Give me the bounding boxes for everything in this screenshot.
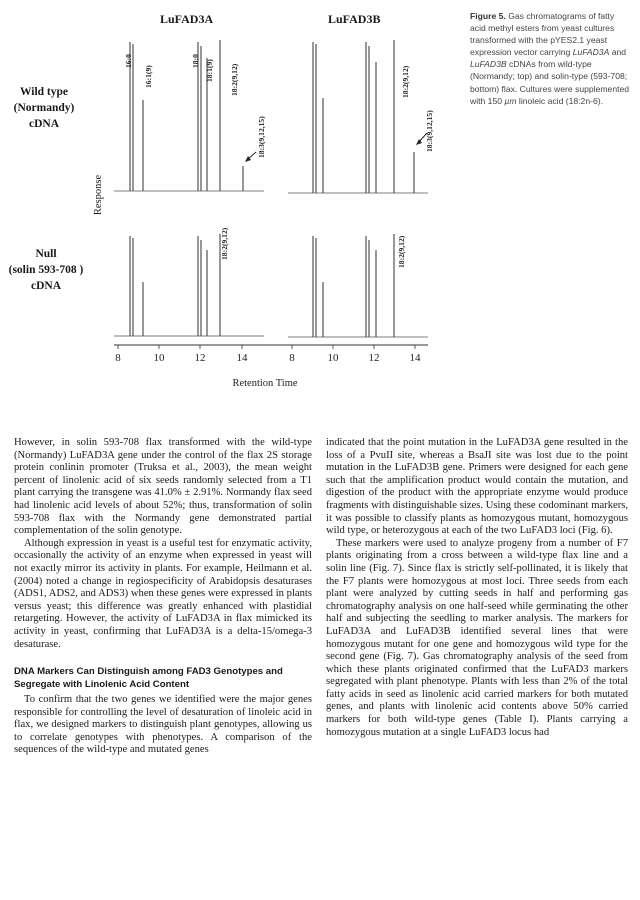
- x-axis-label: Retention Time: [232, 378, 298, 389]
- paragraph: These markers were used to analyze progeny from a number of F7 plants originating from a cross between a wild-type flax line and a solin line (Fig. 7). Since flax is strictly self-pollinated, it is likely that the F7 plants were homozygous at most loci. Three seeds from each plant were analyzed by cutting seeds in half and performing gas chromatography analysis on one half-seed while germinating the other half and subjecting the seedling to marker analysis. The markers for LuFAD3A and LuFAD3B identified several lines that were homozygous mutant for one gene and homozygous wild type for the second gene (Fig. 7). Gas chromatography analysis of the seed from which these plants originated confirmed that the LuFAD3 markers segregated with plant phenotype. Plants with less than 2% of the total fatty acids in seed as linolenic acid carried markers for both mutated genes, and plants with linolenic acid contents above 50% carried markers for both wild-type genes (Table I). Plants carrying a homozygous mutation at a single LuFAD3 locus had: [326, 537, 628, 738]
- figure-number: Figure 5.: [470, 11, 506, 21]
- paragraph: Although expression in yeast is a useful test for enzymatic activity, occasionally the activity of an enzyme when expressed in yeast will not exactly mirror its activity in plants. For example, Heilmann et al. (2004) noted a change in regiospecificity of Arabidopsis desaturases (ADS1, ADS2, and ADS3) when these genes were expressed in plants versus yeast; this difference was greatly enhanced with plastidial retargeting. However, the activity of LuFAD3A in flax mimicked its activity in yeast, confirming that LuFAD3A is a delta-15/omega-3 desaturase.: [14, 537, 312, 650]
- figure-5: [0, 0, 640, 420]
- caption-text: and: [609, 47, 627, 58]
- x-tick-label: 10: [153, 352, 165, 364]
- x-tick-label: 14: [236, 352, 248, 364]
- x-tick-label: 10: [327, 352, 339, 364]
- caption-gene: LuFAD3A: [572, 47, 610, 58]
- figure-caption: [470, 10, 632, 107]
- peak-label: 16:0: [124, 54, 133, 68]
- paragraph: indicated that the point mutation in the LuFAD3A gene resulted in the loss of a PvuII site, whereas a BsaJI site was lost due to the point mutation in the LuFAD3B gene. Primers were designed for each gene such that the amplification product would contain the mutation, and digestion of the product with the appropriate enzyme would produce fragments with distinguishable sizes. Using these codominant markers, it was possible to classify plants as homozygous mutant, homozygous wild type, or heterozygous at each of the two LuFAD3 loci (Fig. 6).: [326, 437, 628, 537]
- paragraph: However, in solin 593-708 flax transformed with the wild-type (Normandy) LuFAD3A gene under the control of the flax 2S storage protein conlinin promoter (Truksa et al., 2003), the mean weight percent of linolenic acid of six seeds randomly selected from a T1 plant carrying the transgene was 41.0% ± 2.91%. Normandy flax seed had linolenic acid levels of about 52%; thus, transformation of solin 593-708 flax with the Normandy gene demonstrated partial complementation of the solin genotype.: [14, 437, 312, 537]
- row-label-line: Wild type: [19, 86, 69, 98]
- caption-text: linoleic acid (18:2n-6).: [516, 95, 603, 106]
- caption-text: Gas chromatograms of fatty acid methyl esters from yeast cultures transformed with the pYES2.1 yeast expression vector carrying: [470, 11, 615, 58]
- peak-label: 18:3(9,12,15): [425, 110, 434, 152]
- paragraph: To confirm that the two genes we identified were the major genes responsible for controlling the level of desaturation of linoleic acid in flax, we designed markers to distinguish plant genotypes, allowing us to correlate genotypes with phenotypes. A comparison of the sequences of the wild-type and mutated genes: [14, 694, 312, 756]
- x-tick-label: 12: [194, 352, 206, 364]
- y-axis-label: Response: [93, 174, 104, 216]
- section-heading: DNA Markers Can Distinguish among FAD3 Genotypes and Segregate with Linolenic Acid Content: [14, 666, 283, 691]
- caption-text: cDNAs from wild-type (Normandy; top) and solin-type (593-708; bottom) flax. Cultures were supplemented with 150: [470, 59, 630, 106]
- caption-unit: µm: [504, 95, 517, 106]
- row-label-line: Null: [35, 248, 57, 260]
- column-title-lufad3a: LuFAD3A: [160, 12, 214, 26]
- x-tick-label: 8: [115, 352, 121, 364]
- body-column-left: [14, 437, 312, 757]
- row-label-null: [0, 246, 92, 294]
- peak-label: 18:3(9,12,15): [257, 116, 266, 158]
- peak-label: 18:2(9,12): [397, 235, 406, 268]
- body-column-right: [326, 437, 628, 739]
- row-label-line: cDNA: [30, 280, 62, 292]
- column-title-lufad3b: LuFAD3B: [328, 12, 381, 26]
- peak-label: 18:2(9,12): [220, 227, 229, 260]
- peak-label: 16:1(9): [144, 65, 153, 88]
- caption-gene: LuFAD3B: [470, 59, 507, 70]
- peak-label: 18:2(9,12): [401, 65, 410, 98]
- row-label-line: cDNA: [28, 118, 60, 130]
- row-label-wild-type: [4, 84, 84, 132]
- row-label-line: (solin 593-708 ): [8, 264, 84, 276]
- peak-label: 18:2(9,12): [230, 63, 239, 96]
- peak-label: 18:1(9): [205, 59, 214, 82]
- x-tick-label: 8: [289, 352, 295, 364]
- peak-label: 18:0: [191, 54, 200, 68]
- row-label-line: (Normandy): [13, 102, 75, 114]
- x-tick-label: 12: [368, 352, 380, 364]
- x-tick-label: 14: [409, 352, 421, 364]
